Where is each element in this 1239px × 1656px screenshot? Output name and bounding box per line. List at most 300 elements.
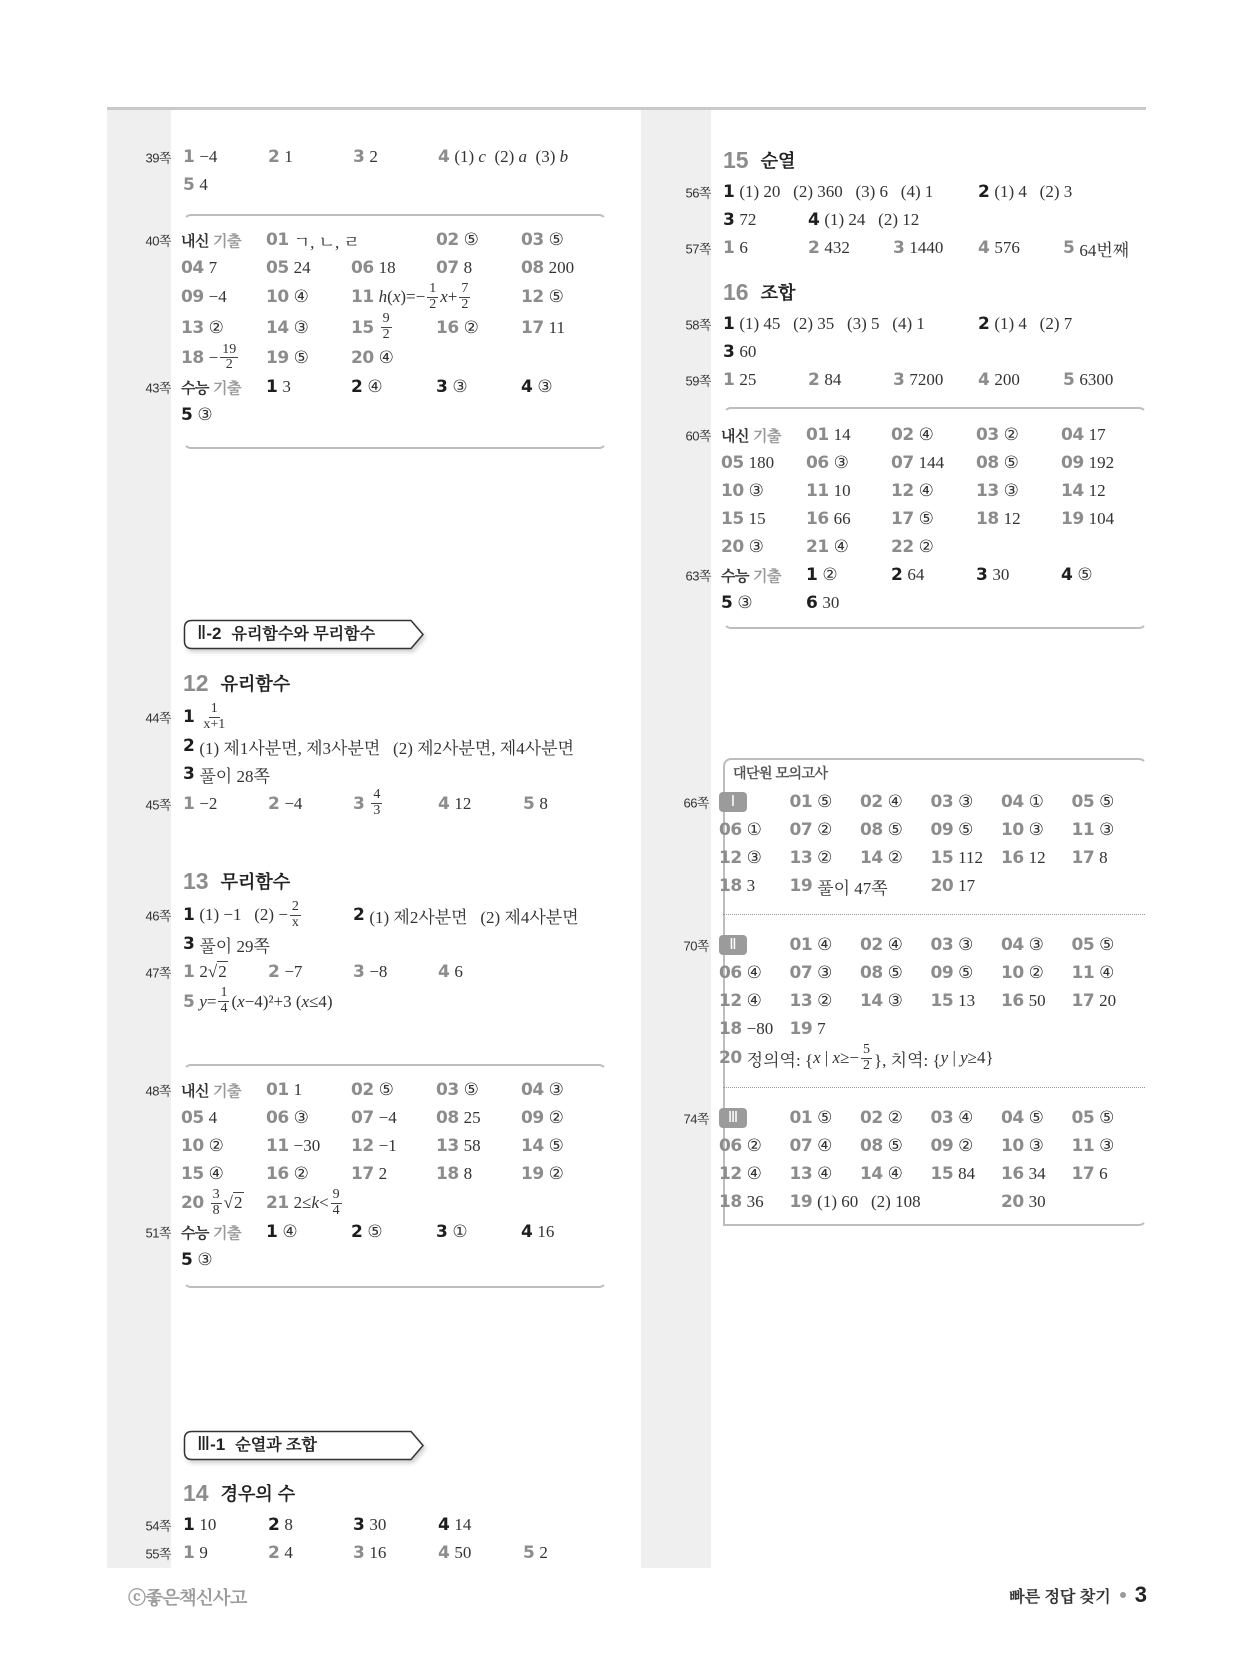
page-reference: 58쪽 [685,317,711,333]
question-number: 05 [1071,935,1095,955]
unit-badge-cell [719,792,790,812]
answer-text: ③ [1028,1136,1044,1156]
answer-item [268,962,353,982]
answer-cells [181,1188,606,1218]
answer-content [183,932,270,957]
answer-text: }, 치역: { [874,1050,941,1070]
denominator: x+1 [203,716,226,732]
answer-content [268,1543,293,1563]
answer-text: ① [1028,792,1044,811]
answer-item [353,1543,438,1563]
answer-content [931,963,974,983]
answer-text: 84 [824,370,842,389]
answer-item [438,147,608,167]
answer-item [723,342,808,362]
answer-row [723,449,1145,477]
answer-item [790,1108,861,1128]
radicand: 2 [234,1193,243,1213]
answer-item [521,1108,606,1128]
question-number: 17 [1071,991,1095,1011]
answer-content [353,903,579,928]
category-label-main: 내신 [181,232,209,250]
answer-cells [181,228,606,253]
category-label-text [721,565,781,586]
answer-item [860,792,931,812]
question-number: 2 [978,314,990,334]
answer-text: ④ [746,991,762,1010]
answer-content [1001,991,1046,1011]
answer-text: ④ [887,792,903,811]
answer-text: −4)²+3 ( [244,991,302,1011]
answer-content [790,792,833,812]
answer-content [891,509,934,529]
answer-text: ① [452,1222,468,1242]
question-number: 12 [719,991,742,1011]
answer-cells [719,1108,1142,1128]
answer-text: ③ [833,453,849,472]
answer-cells [183,1515,608,1535]
answer-content [1001,1108,1044,1128]
answer-text: ① [746,820,762,839]
answer-row [183,760,608,788]
answer-content [351,1080,394,1100]
question-number: 3 [436,1222,448,1243]
answer-text: 36 [746,1192,764,1212]
answer-item [438,1515,523,1535]
answer-text: ② [958,1136,974,1156]
answer-item [893,238,978,258]
answer-content [181,258,217,278]
answer-content [931,991,976,1011]
answer-content [183,762,270,787]
answer-content [1001,1164,1046,1184]
answer-content [721,481,764,501]
answer-item [860,1136,931,1156]
answer-content [521,1136,564,1156]
answers-p54 [145,1511,608,1567]
answer-content [181,1108,217,1128]
answer-content [268,147,293,167]
answer-content [790,1108,833,1128]
answer-text: ⑤ [1099,792,1115,811]
question-number: 5 [183,175,195,195]
answer-content [183,175,208,195]
answer-row [183,1246,605,1274]
question-number: 15 [930,848,954,868]
answer-row [183,1104,605,1132]
answer-text: ③ [1099,1136,1115,1156]
answer-text: (2) [485,147,519,166]
answer-row [183,1188,605,1218]
answer-content [719,963,762,983]
answer-text: ② [817,848,833,867]
answer-text: 4 [284,1543,293,1562]
answer-text: 20 [1099,991,1117,1010]
answer-content [806,565,838,585]
answer-row [145,143,608,171]
fraction [218,986,229,1016]
answer-item [719,991,790,1011]
question-number: 16 [1001,1164,1024,1185]
answer-content [1063,370,1113,390]
answer-item [723,182,978,202]
answer-content [719,1164,762,1184]
question-number: 05 [1071,792,1095,812]
answer-text: ② [1003,425,1019,444]
question-number: 20 [351,347,374,368]
answer-text: 11 [548,317,566,337]
answer-row [183,401,605,429]
answer-item [351,312,436,342]
answer-text: ⑤ [1003,453,1019,472]
answer-text: ② [746,1136,762,1156]
answer-item [266,1108,351,1128]
answer-row [721,844,1145,872]
question-number: 2 [351,1222,363,1243]
category-label-sub: 기출 [752,427,781,445]
page-reference: 39쪽 [145,150,171,166]
question-number: 2 [978,182,990,202]
answer-content [1072,848,1108,868]
question-number: 09 [181,287,204,308]
answer-content [268,1515,293,1535]
question-number: 01 [789,935,813,955]
answer-content [436,1222,468,1242]
answer-text: ③ [958,935,974,954]
answer-content [351,1108,397,1128]
answer-content [931,1164,976,1184]
answer-item [351,258,436,278]
answer-text: ② [208,317,224,337]
category-label-sub: 기출 [752,567,781,585]
answer-item [268,794,353,814]
question-number: 17 [351,1164,374,1184]
answer-item [523,794,608,814]
answer-text: ⑤ [1099,935,1115,954]
answer-item [436,377,521,397]
answer-item [976,453,1061,473]
question-number: 16 [1001,848,1024,868]
answer-content [931,1136,974,1156]
answer-content [719,991,762,1011]
answer-row [721,1188,1145,1216]
category-label [181,1222,266,1243]
answer-content [268,794,302,814]
section-title: 조합 [760,283,796,303]
question-number: 4 [438,1515,450,1535]
answer-content [351,1222,383,1242]
category-label-text [181,377,241,398]
answer-content [1001,792,1044,812]
answer-text: 12 [1028,848,1046,867]
question-number: 2 [808,238,820,258]
answer-item [790,1164,861,1184]
answer-item [181,1136,266,1156]
answer-item [860,1164,931,1184]
answer-item [931,935,1002,955]
question-number: 4 [438,962,450,983]
answer-text: ⑤ [1099,1108,1115,1128]
answer-content [268,962,302,982]
page-reference: 46쪽 [145,908,171,924]
answer-item [183,794,268,814]
math-variable: x [301,991,310,1011]
answer-text: 8 [284,1515,293,1534]
answer-item [268,1515,353,1535]
answer-content [183,794,217,814]
question-number: 5 [721,593,733,613]
answer-content [183,147,217,167]
answer-item [351,282,521,312]
answer-cells [721,509,1146,529]
answer-content [181,318,224,338]
question-number: 04 [1001,935,1024,955]
question-number: 5 [523,1543,535,1563]
answer-text: 200 [994,370,1020,389]
answer-item [438,794,523,814]
unit-banner-2-2 [183,619,428,651]
answer-text: −80 [746,1019,774,1038]
answer-text: 7200 [909,370,944,389]
question-number: 07 [789,820,813,840]
page-reference: 54쪽 [145,1518,171,1534]
answer-item [268,1543,353,1563]
math-variable: y [960,1048,968,1068]
question-number: 2 [268,793,280,814]
answer-item [181,1108,266,1128]
answer-item [1061,565,1146,585]
answer-content [790,874,888,899]
answer-content [183,1543,208,1563]
question-number: 3 [353,1543,365,1563]
answer-content [523,794,548,814]
page-reference: 63쪽 [685,568,711,584]
unit-banner-3-1 [183,1430,428,1462]
answer-content [790,820,833,840]
question-number: 09 [930,820,954,840]
math-variable: x [237,991,245,1011]
answer-item [268,147,353,167]
answer-item [1061,425,1146,445]
question-number: 19 [789,1019,813,1039]
answer-row [683,788,1145,816]
answer-row [145,1539,608,1567]
question-number: 1 [183,1543,195,1563]
answer-content [521,1164,564,1184]
answer-text: 7 [208,258,218,277]
answer-text: 432 [824,238,850,257]
answer-item [521,318,606,338]
answer-text: ③ [737,593,753,612]
answer-text: ⑤ [548,230,564,249]
answer-text: ⑤ [548,287,564,307]
answer-text: (1) 60 (2) 108 [817,1192,921,1212]
question-number: 07 [436,258,459,278]
answer-text: ② [1028,963,1044,982]
answer-content [719,820,762,840]
banner-roman: Ⅱ [197,623,207,644]
answer-content [978,238,1020,258]
answer-text: ③ [293,317,309,337]
fraction [381,312,392,342]
answer-content [891,453,944,473]
answer-content [790,991,833,1011]
answer-text: 17 [958,876,976,895]
answer-row [145,1218,605,1246]
answer-content [860,1108,903,1128]
section-number: 14 [183,1479,209,1506]
question-number: 1 [723,238,735,258]
question-number: 11 [1071,1136,1095,1157]
answer-content [183,900,303,930]
answer-row [183,254,605,282]
question-number: 15 [721,509,744,529]
answer-text: 16 [537,1222,555,1242]
answer-item [806,565,891,585]
answer-item [351,377,436,397]
answer-row [145,1076,605,1104]
radicand: 2 [218,962,227,982]
question-number: 06 [806,453,829,473]
answer-content [521,230,564,250]
answer-content [723,238,748,258]
question-number: 11 [1071,963,1095,983]
answer-item [891,425,976,445]
question-number: 13 [976,481,999,501]
answer-content [1072,792,1115,812]
question-number: 5 [523,793,535,814]
answer-text: ② [463,317,479,337]
section-number: 16 [723,278,749,305]
answer-content [808,238,850,258]
question-number: 01 [806,425,829,445]
question-number: 14 [266,317,289,338]
answer-content [719,935,747,955]
question-number: 05 [721,453,744,473]
unit-badge-cell [719,1108,790,1128]
answer-content [183,734,574,759]
answer-content [721,509,766,529]
answer-item [1072,792,1143,812]
answer-content [266,1136,320,1156]
answer-content [1063,236,1129,261]
answer-item [976,565,1061,585]
question-number: 09 [930,963,954,983]
answer-text: ③ [1099,820,1115,839]
answer-item [183,1543,268,1563]
answer-text: 576 [994,238,1020,257]
answer-text: ④ [958,1108,974,1128]
math-variable: x [832,1048,841,1068]
mock-exam-unit-1 [683,788,1145,900]
answer-content [1072,935,1115,955]
answer-item [266,1080,351,1100]
answer-item [436,1080,521,1100]
answer-item [183,147,268,167]
answer-item [790,874,931,899]
answer-item [266,1222,351,1242]
question-number: 20 [181,1193,204,1214]
answer-item [721,593,806,613]
answer-content [931,820,974,840]
answer-text: ≥4} [967,1048,994,1068]
mock-exam-unit-3 [683,1104,1145,1216]
answer-content [438,794,471,814]
question-number: 1 [266,1222,278,1243]
answer-item [891,453,976,473]
answer-content [351,1136,397,1156]
answer-content [719,1192,764,1212]
fraction [290,900,301,930]
answer-item [721,537,806,557]
banner-number: -2 [206,624,222,643]
answer-text: ≥− [840,1048,859,1068]
answer-text: ⑤ [918,509,934,528]
answer-content [181,377,241,398]
page-reference: 48쪽 [145,1083,171,1099]
answer-content [521,287,564,307]
answer-item [521,1164,606,1184]
question-number: 4 [521,1222,533,1243]
answer-text: 12 [1088,481,1106,500]
answer-content [860,820,903,840]
denominator: 4 [220,1001,228,1017]
naesin-box-48 [145,1064,607,1288]
answer-content [721,565,781,586]
question-number: 5 [181,405,193,426]
answer-text: 30 [369,1515,387,1534]
mock-exam-unit-2 [683,931,1145,1073]
section-title: 순열 [760,151,796,171]
answer-item [353,903,608,928]
question-number: 3 [353,1515,365,1535]
question-number: 07 [789,1136,813,1157]
unit-badge-cell [719,935,790,955]
answer-cells [721,537,1146,557]
answer-text: ③ [958,792,974,811]
answer-text: ③ [1028,935,1044,954]
answer-text: ⑤ [367,1222,383,1242]
question-number: 5 [183,991,195,1012]
question-number: 17 [891,509,914,529]
math-variable: h [378,287,388,307]
answer-item [353,962,438,982]
question-number: 15 [930,991,954,1011]
unit-badge: Ⅰ [719,792,747,812]
answer-content [723,342,756,362]
answer-row [723,505,1145,533]
answer-text: 정의역: { [746,1050,814,1070]
answers-p46 [145,899,608,1017]
answer-item [723,238,808,258]
denominator: 2 [382,327,390,343]
math-variable: b [559,147,569,166]
question-number: 07 [351,1108,374,1128]
answer-content [266,258,311,278]
answer-content [181,1136,224,1156]
answer-content [719,792,747,812]
answer-text: 2 [378,1164,388,1183]
question-number: 06 [266,1108,289,1128]
answer-item [860,935,931,955]
answer-content [976,425,1019,445]
answer-cells [719,874,1142,899]
question-number: 02 [891,425,914,445]
section-heading-16 [723,277,795,307]
math-variable: x [440,287,448,307]
question-number: 09 [1061,453,1084,473]
answer-text: ③ [887,991,903,1010]
